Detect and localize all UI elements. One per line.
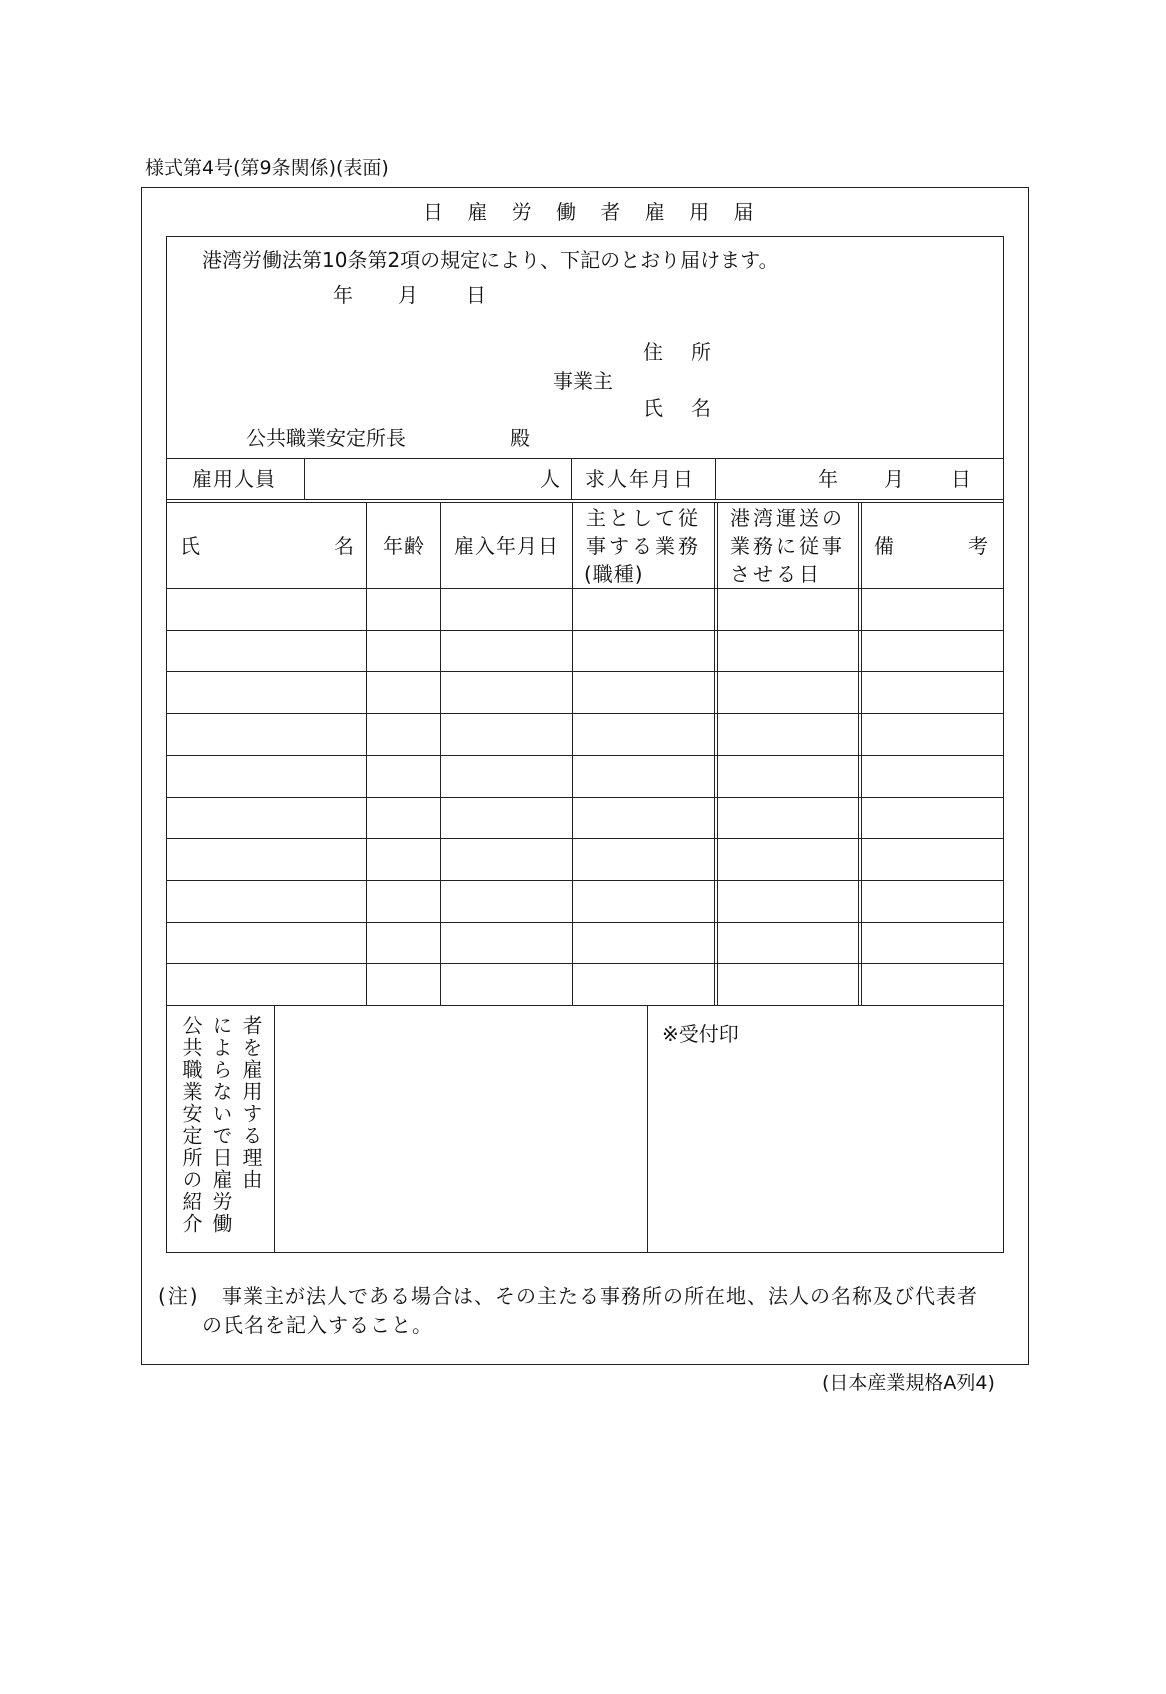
reason-label-col1: 公共職業安定所の紹介	[179, 1015, 203, 1235]
table-cell-age[interactable]	[369, 965, 437, 1003]
form-id: 様式第4号(第9条関係)(表面)	[145, 157, 389, 179]
table-cell-duty[interactable]	[575, 882, 714, 920]
employer-label: 事業主	[553, 369, 613, 393]
table-row-line	[166, 880, 1004, 881]
table-cell-port-day[interactable]	[720, 590, 858, 628]
table-cell-age[interactable]	[369, 757, 437, 795]
table-cell-remarks[interactable]	[864, 715, 1001, 753]
table-cell-duty[interactable]	[575, 632, 714, 670]
col-line-port-a	[858, 502, 859, 1005]
table-cell-hire-date[interactable]	[443, 965, 569, 1003]
col-line-port-b	[861, 502, 862, 1005]
col-line-hire	[572, 502, 573, 1005]
table-row-line	[166, 713, 1004, 714]
reason-label-col3: 者を雇用する理由	[239, 1015, 263, 1191]
table-cell-remarks[interactable]	[864, 840, 1001, 878]
statement-text: 港湾労働法第10条第2項の規定により、下記のとおり届けます。	[202, 248, 779, 272]
table-cell-age[interactable]	[369, 799, 437, 837]
stamp-divider	[647, 1005, 648, 1253]
table-cell-age[interactable]	[369, 715, 437, 753]
table-cell-name[interactable]	[169, 840, 363, 878]
table-cell-name[interactable]	[169, 799, 363, 837]
col-port-header-line3: させる日	[730, 562, 822, 586]
reason-top-line	[166, 1005, 1004, 1006]
table-cell-age[interactable]	[369, 632, 437, 670]
col-duty-header-line1: 主として従	[586, 506, 701, 530]
table-cell-port-day[interactable]	[720, 632, 858, 670]
col-age-header: 年齢	[383, 534, 425, 558]
table-cell-duty[interactable]	[575, 799, 714, 837]
stamp-area	[650, 1008, 1002, 1251]
col-name-a: 氏	[180, 534, 200, 558]
summary-bottom-line	[166, 499, 1004, 500]
col-name-b: 名	[334, 534, 354, 558]
table-cell-remarks[interactable]	[864, 757, 1001, 795]
col-line-name	[366, 502, 367, 1005]
table-cell-port-day[interactable]	[720, 882, 858, 920]
table-cell-port-day[interactable]	[720, 757, 858, 795]
table-cell-age[interactable]	[369, 882, 437, 920]
col-remarks-b: 考	[968, 534, 988, 558]
table-cell-hire-date[interactable]	[443, 882, 569, 920]
table-cell-hire-date[interactable]	[443, 840, 569, 878]
table-cell-port-day[interactable]	[720, 965, 858, 1003]
name-label: 氏 名	[643, 396, 715, 420]
table-row-line	[166, 671, 1004, 672]
table-row-line	[166, 922, 1004, 923]
note-line-1: 事業主が法人である場合は、その主たる事務所の所在地、法人の名称及び代表者	[222, 1284, 978, 1308]
table-cell-hire-date[interactable]	[443, 673, 569, 711]
table-cell-remarks[interactable]	[864, 965, 1001, 1003]
table-cell-port-day[interactable]	[720, 673, 858, 711]
reason-label-col2: によらないで日雇労働	[209, 1015, 233, 1235]
col-duty-header-line3: (職種)	[584, 562, 644, 586]
table-cell-remarks[interactable]	[864, 799, 1001, 837]
note-prefix: (注)	[158, 1284, 200, 1308]
table-row-line	[166, 838, 1004, 839]
col-line-duty-a	[714, 502, 715, 1005]
table-cell-remarks[interactable]	[864, 632, 1001, 670]
table-cell-hire-date[interactable]	[443, 799, 569, 837]
table-cell-age[interactable]	[369, 840, 437, 878]
table-cell-hire-date[interactable]	[443, 715, 569, 753]
reason-input[interactable]	[277, 1008, 645, 1251]
table-cell-age[interactable]	[369, 590, 437, 628]
addressee: 公共職業安定所長	[246, 426, 406, 450]
col-line-duty-b	[717, 502, 718, 1005]
table-cell-hire-date[interactable]	[443, 590, 569, 628]
table-cell-hire-date[interactable]	[443, 632, 569, 670]
table-cell-port-day[interactable]	[720, 799, 858, 837]
table-cell-duty[interactable]	[575, 757, 714, 795]
form-title: 日 雇 労 働 者 雇 用 届	[423, 200, 763, 224]
table-cell-name[interactable]	[169, 924, 363, 962]
table-cell-age[interactable]	[369, 924, 437, 962]
table-cell-duty[interactable]	[575, 715, 714, 753]
col-port-header-line1: 港湾運送の	[730, 506, 845, 530]
table-cell-name[interactable]	[169, 590, 363, 628]
employees-label: 雇用人員	[192, 467, 276, 491]
summary-divider-2	[571, 458, 572, 499]
table-row-line	[166, 797, 1004, 798]
note-line-2: の氏名を記入すること。	[202, 1313, 433, 1337]
recruit-date-month: 月	[884, 467, 904, 491]
summary-divider-1	[304, 458, 305, 499]
table-cell-duty[interactable]	[575, 673, 714, 711]
table-cell-remarks[interactable]	[864, 673, 1001, 711]
table-cell-duty[interactable]	[575, 965, 714, 1003]
table-cell-remarks[interactable]	[864, 590, 1001, 628]
table-cell-name[interactable]	[169, 715, 363, 753]
table-cell-age[interactable]	[369, 673, 437, 711]
table-cell-port-day[interactable]	[720, 924, 858, 962]
table-cell-name[interactable]	[169, 673, 363, 711]
table-row-line	[166, 630, 1004, 631]
col-remarks-a: 備	[874, 534, 894, 558]
table-cell-name[interactable]	[169, 882, 363, 920]
table-cell-hire-date[interactable]	[443, 924, 569, 962]
reason-label-divider	[274, 1005, 275, 1253]
col-port-header-line2: 業務に従事	[730, 534, 845, 558]
table-cell-port-day[interactable]	[720, 715, 858, 753]
recruit-date-label: 求人年月日	[585, 467, 695, 491]
honorific: 殿	[510, 426, 530, 450]
recruit-date-year: 年	[818, 467, 838, 491]
table-cell-port-day[interactable]	[720, 840, 858, 878]
date-day-label: 日	[466, 283, 486, 307]
table-cell-duty[interactable]	[575, 924, 714, 962]
table-cell-duty[interactable]	[575, 840, 714, 878]
persons-unit: 人	[540, 467, 560, 491]
paper-size: (日本産業規格A列4)	[822, 1372, 995, 1394]
table-cell-name[interactable]	[169, 757, 363, 795]
summary-bottom-line-2	[166, 502, 1004, 503]
table-cell-duty[interactable]	[575, 590, 714, 628]
date-month-label: 月	[398, 283, 418, 307]
summary-top-line	[166, 458, 1004, 459]
date-year-label: 年	[333, 283, 353, 307]
col-duty-header-line2: 事する業務	[586, 534, 701, 558]
col-line-age	[440, 502, 441, 1005]
table-row-line	[166, 963, 1004, 964]
table-cell-hire-date[interactable]	[443, 757, 569, 795]
summary-divider-3	[715, 458, 716, 499]
col-hire-date-header: 雇入年月日	[454, 534, 559, 558]
table-cell-remarks[interactable]	[864, 882, 1001, 920]
table-cell-remarks[interactable]	[864, 924, 1001, 962]
stamp-label: ※受付印	[662, 1022, 739, 1046]
address-label: 住 所	[643, 340, 715, 364]
table-cell-name[interactable]	[169, 965, 363, 1003]
table-row-line	[166, 755, 1004, 756]
recruit-date-day: 日	[951, 467, 971, 491]
table-cell-name[interactable]	[169, 632, 363, 670]
